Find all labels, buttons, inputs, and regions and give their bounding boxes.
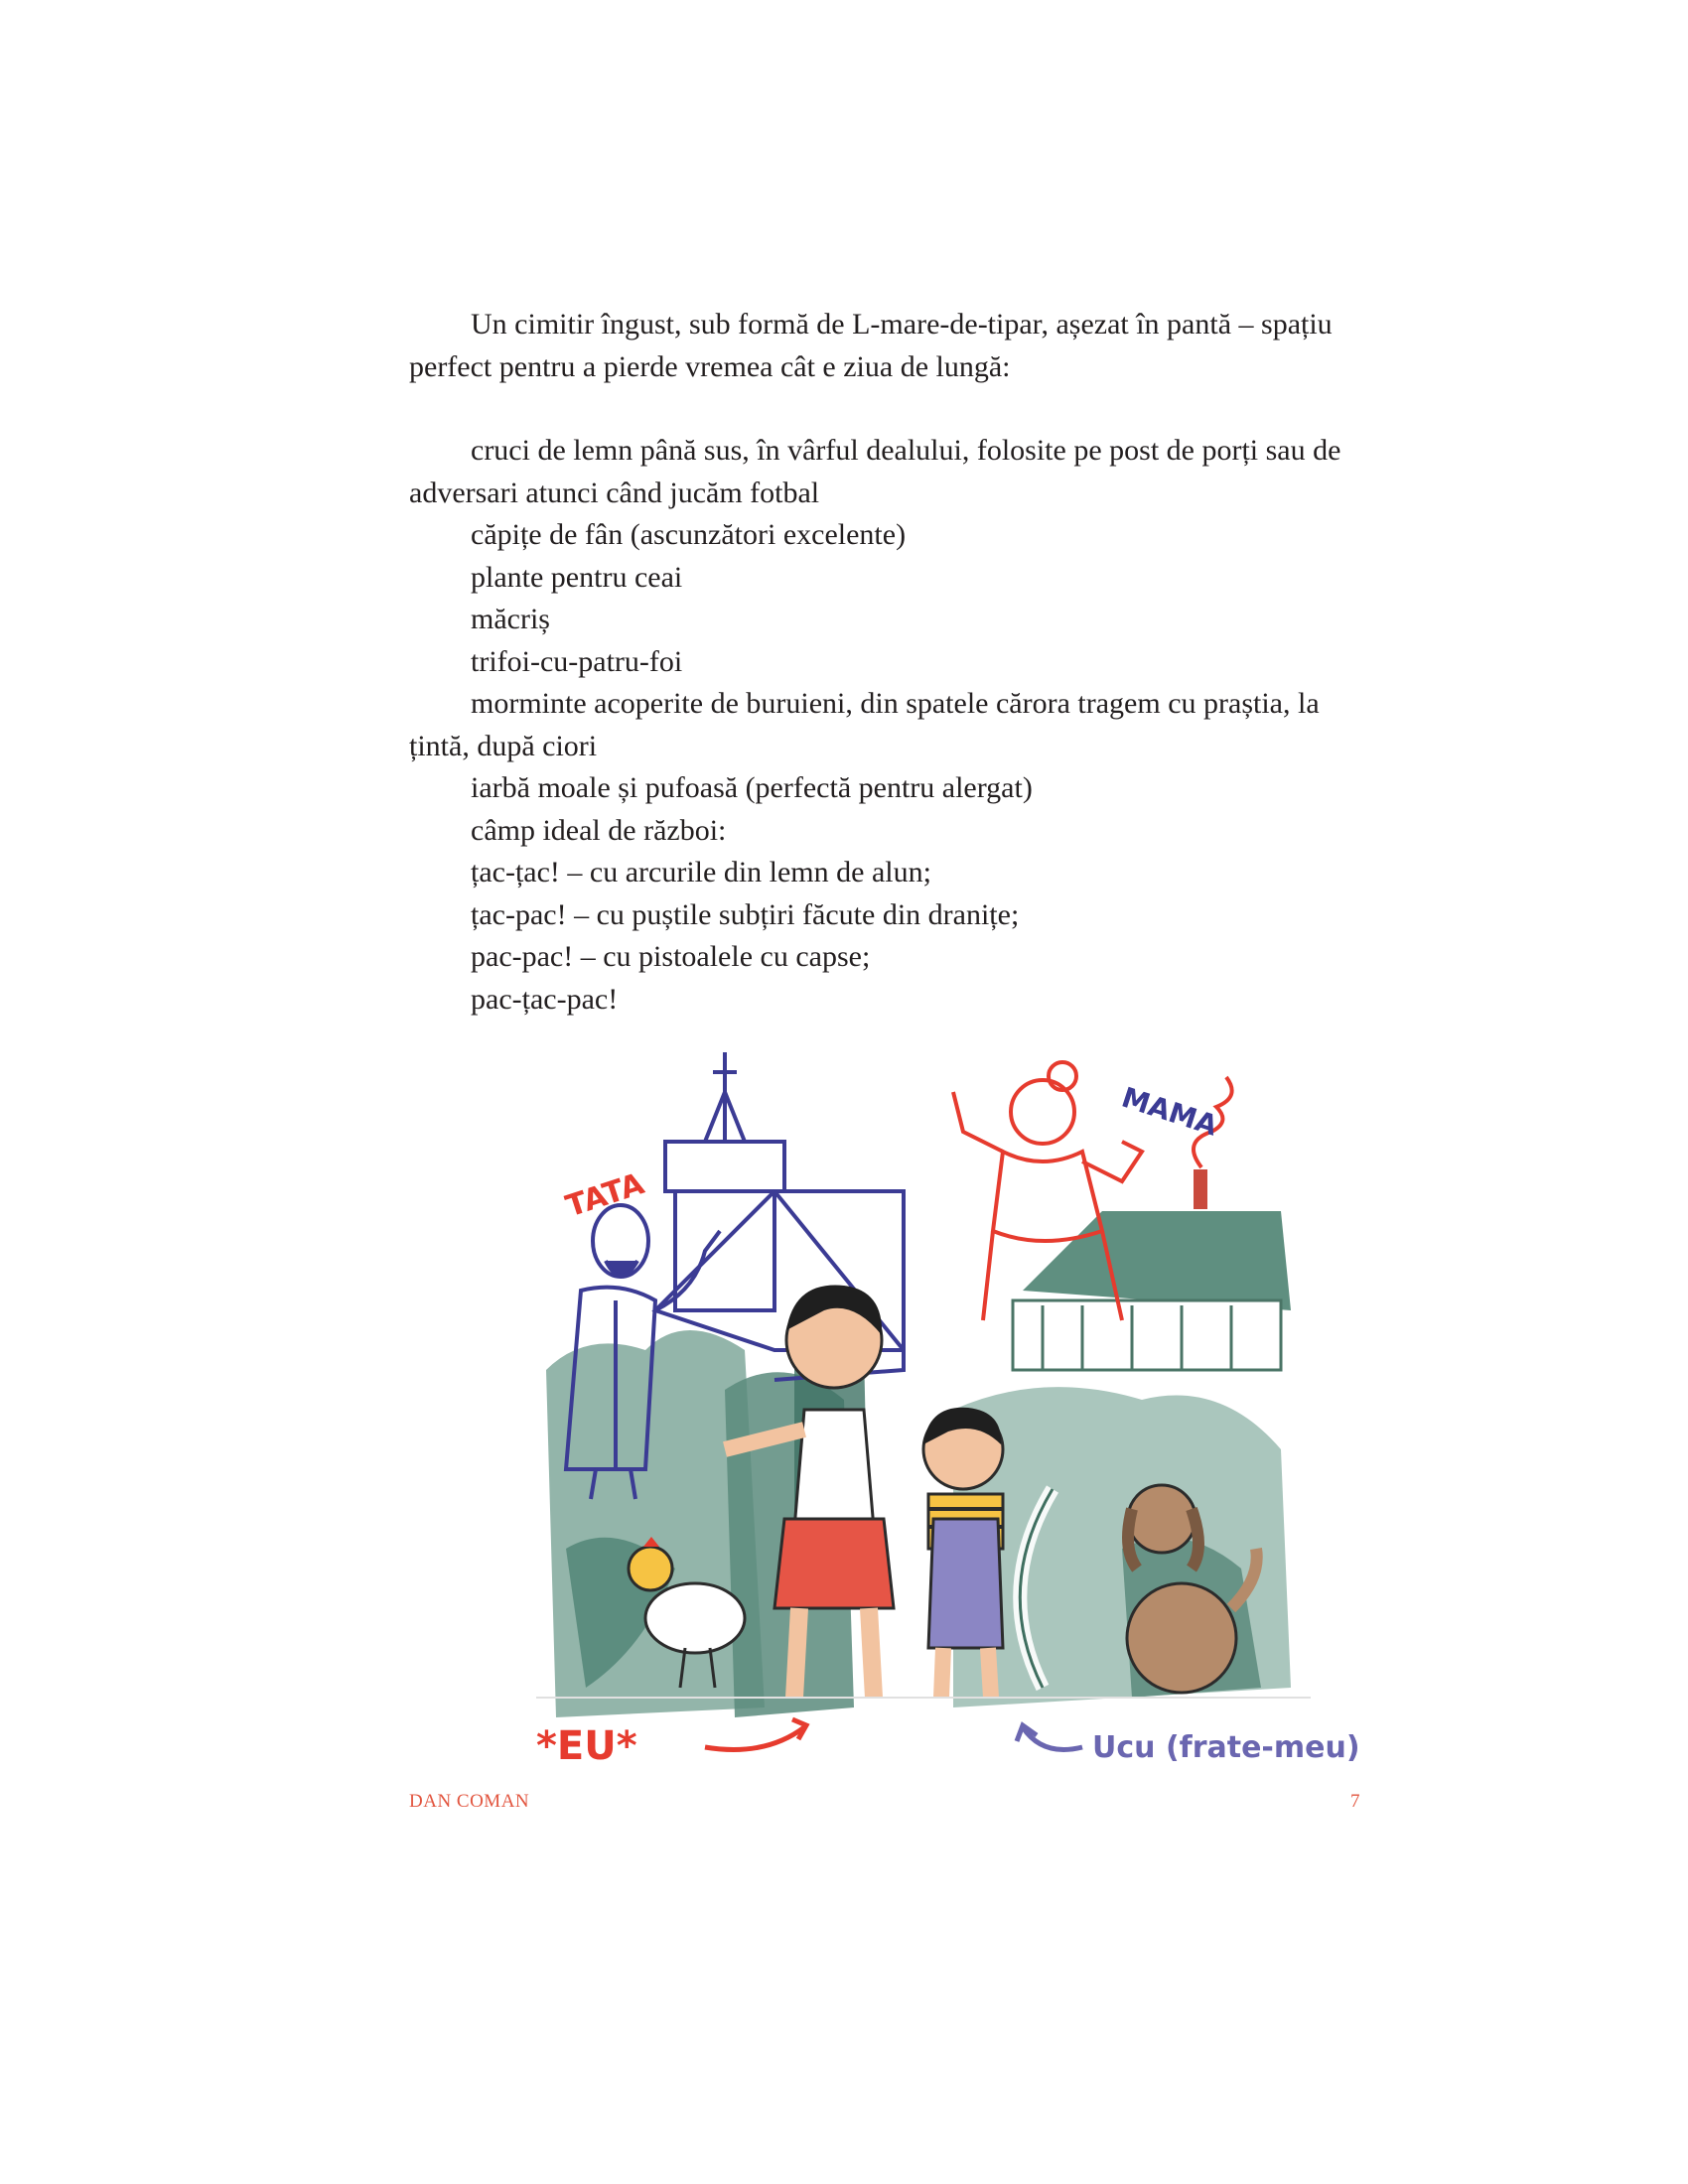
footer-author: DAN COMAN	[409, 1791, 530, 1812]
paragraph-gap	[409, 388, 1362, 430]
arrow-to-eu	[705, 1727, 804, 1750]
list-line: iarbă moale și pufoasă (perfectă pentru alergat)	[471, 771, 1033, 804]
list-line: cruci de lemn până sus, în vârful dealului, folosite pe post de porți sau de adversari atunci când jucăm fotbal	[409, 434, 1341, 509]
list-line: căpițe de fân (ascunzători excelente)	[471, 518, 907, 551]
list-line: câmp ideal de război:	[471, 813, 727, 847]
list-line: plante pentru ceai	[471, 560, 683, 594]
label-tata: TATA	[561, 1166, 648, 1225]
paragraph-intro: Un cimitir îngust, sub formă de L-mare-de-tipar, așezat în pantă – spațiu perfect pentru a pierde vremea cât e ziua de lungă:	[409, 308, 1333, 383]
label-mama: MAMA	[1117, 1080, 1222, 1143]
list-line: pac-pac! – cu pistoalele cu capse;	[471, 940, 871, 973]
family-illustration	[526, 1052, 1360, 1787]
list-line: trifoi-cu-patru-foi	[471, 644, 683, 678]
label-ucu: Ucu (frate-meu)	[1092, 1730, 1360, 1765]
list-line: măcriș	[471, 603, 550, 635]
list-line: țac-pac! – cu puștile subțiri făcute din dranițe;	[471, 897, 1020, 931]
list-line: țac-țac! – cu arcurile din lemn de alun;	[471, 856, 931, 888]
list-line: pac-țac-pac!	[471, 982, 619, 1016]
label-eu: *EU*	[536, 1723, 637, 1769]
body-text	[409, 304, 1362, 1021]
page-number: 7	[1350, 1791, 1360, 1812]
list-line: morminte acoperite de buruieni, din spatele cărora tragem cu praștia, la țintă, după ciori	[409, 687, 1320, 762]
